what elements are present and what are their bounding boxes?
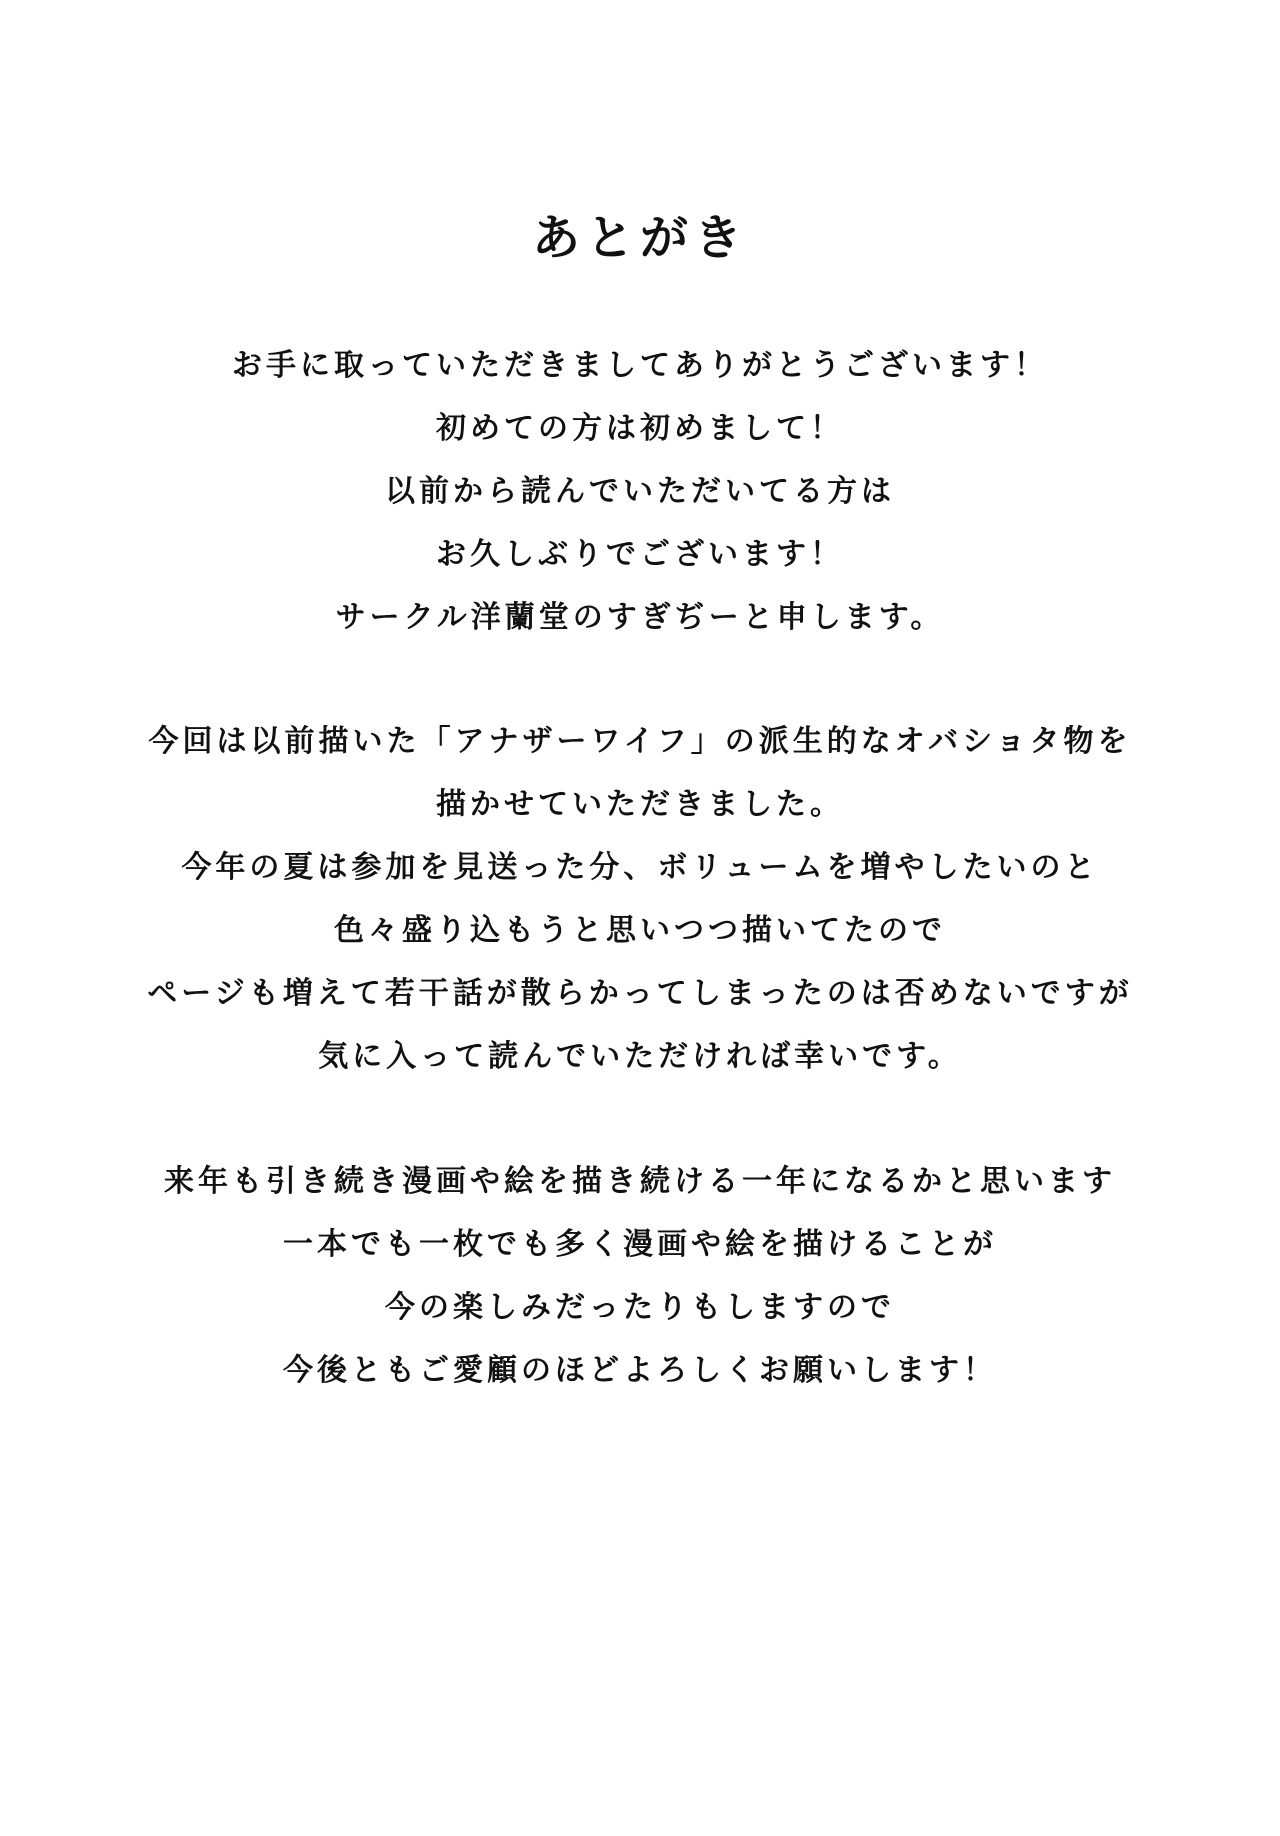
text-line: ページも増えて若干話が散らかってしまったのは否めないですが bbox=[147, 976, 1133, 1011]
text-line: 今の楽しみだったりもしますので bbox=[385, 1290, 895, 1325]
text-line: 今回は以前描いた「アナザーワイフ」の派生的なオバショタ物を bbox=[148, 724, 1132, 759]
page-title: あとがき bbox=[531, 210, 748, 266]
text-line: 以前から読んでいただいてる方は bbox=[385, 474, 895, 509]
text-line: お久しぶりでございます！ bbox=[436, 537, 844, 572]
text-line: 今後ともご愛顧のほどよろしくお願いします！ bbox=[283, 1353, 997, 1388]
text-line: 描かせていただきました。 bbox=[436, 787, 844, 822]
text-line: お手に取っていただきましてありがとうございます！ bbox=[232, 348, 1048, 383]
text-line: サークル洋蘭堂のすぎぢーと申します。 bbox=[335, 600, 945, 635]
text-line: 一本でも一枚でも多く漫画や絵を描けることが bbox=[283, 1227, 997, 1262]
text-line: 初めての方は初めまして！ bbox=[436, 411, 844, 446]
text-line: 色々盛り込もうと思いつつ描いてたので bbox=[334, 913, 946, 948]
text-line: 来年も引き続き漫画や絵を描き続ける一年になるかと思います bbox=[164, 1164, 1116, 1199]
text-line: 今年の夏は参加を見送った分、ボリュームを増やしたいのと bbox=[181, 850, 1099, 885]
text-line: 気に入って読んでいただければ幸いです。 bbox=[318, 1039, 962, 1074]
